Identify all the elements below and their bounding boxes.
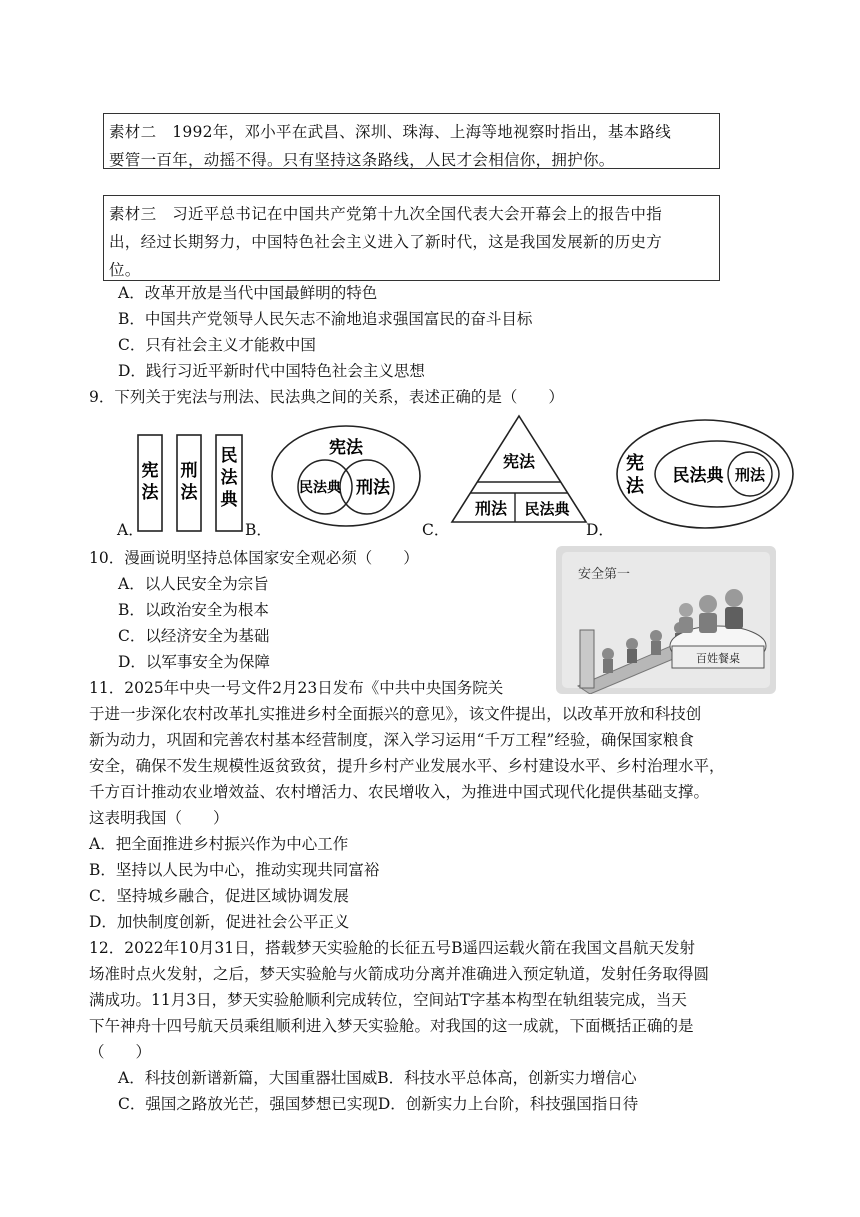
- diagram-a-text: 法: [220, 468, 238, 488]
- diagram-c: [444, 412, 594, 528]
- q8-option-b: B．中国共产党领导人民矢志不渝地追求强国富民的奋斗目标: [118, 310, 533, 328]
- diagram-b-left: 民法典: [299, 480, 341, 496]
- diagram-a-text: 法: [141, 483, 159, 503]
- q11-line: 千方百计推动农业增效益、农村增活力、农民增收入，为推进中国式现代化提供基础支撑。: [89, 783, 710, 801]
- q9-label-d: D．: [586, 521, 614, 539]
- q11-line: 于进一步深化农村改革扎实推进乡村全面振兴的意见》，该文件提出，以改革开放和科技创: [89, 705, 702, 723]
- q9-stem: 9．下列关于宪法与刑法、民法典之间的关系，表述正确的是（ ）: [89, 388, 564, 406]
- q11-option-c: C．坚持城乡融合，促进区域协调发展: [89, 887, 349, 905]
- material-three-line: 位。: [109, 261, 141, 279]
- q11-option-d: D．加快制度创新，促进社会公平正义: [89, 913, 350, 931]
- q9-label-c: C．: [422, 521, 450, 539]
- diagram-a-text: 典: [220, 490, 238, 510]
- diagram-b-top: 宪法: [329, 438, 363, 458]
- q10-stem: 10．漫画说明坚持总体国家安全观必须（ ）: [89, 549, 419, 567]
- q12-option-cd: C．强国之路放光芒，强国梦想已实现D．创新实力上台阶，科技强国指日待: [118, 1095, 639, 1113]
- safety-cartoon: [556, 546, 776, 694]
- q10-option-b: B．以政治安全为根本: [118, 601, 269, 619]
- diagram-c-top: 宪法: [502, 452, 536, 471]
- material-three-line: 出，经过长期努力，中国特色社会主义进入了新时代，这是我国发展新的历史方: [109, 233, 663, 251]
- cartoon-banner: 安全第一: [578, 567, 631, 582]
- material-two-box: [103, 113, 720, 169]
- q8-option-a: A．改革开放是当代中国最鲜明的特色: [118, 284, 378, 302]
- diagram-c-left: 刑法: [474, 499, 508, 518]
- q11-line: 11．2025年中央一号文件2月23日发布《中共中央国务院关: [89, 679, 504, 697]
- q10-option-d: D．以军事安全为保障: [118, 653, 270, 671]
- q10-option-a: A．以人民安全为宗旨: [118, 575, 269, 593]
- diagram-a-text: 法: [180, 483, 198, 503]
- material-two-line: 要管一百年，动摇不得。只有坚持这条路线，人民才会相信你，拥护你。: [109, 151, 615, 169]
- q11-option-b: B．坚持以人民为中心，推动实现共同富裕: [89, 861, 380, 879]
- diagram-d: [612, 416, 802, 532]
- diagram-a-text: 民: [220, 446, 238, 466]
- q10-option-c: C．以经济安全为基础: [118, 627, 270, 645]
- cartoon-table-label: 百姓餐桌: [696, 652, 740, 665]
- material-two-line: 素材二 1992年，邓小平在武昌、深圳、珠海、上海等地视察时指出，基本路线: [109, 123, 672, 141]
- q9-label-b: B．: [245, 521, 272, 539]
- q12-line: 12．2022年10月31日，搭载梦天实验舱的长征五号B遥四运载火箭在我国文昌航天发射: [89, 939, 696, 957]
- material-three-box: [103, 195, 720, 281]
- q11-line: 这表明我国（ ）: [89, 809, 229, 827]
- q12-line: 场准时点火发射，之后，梦天实验舱与火箭成功分离并准确进入预定轨道，发射任务取得圆: [89, 965, 710, 983]
- q11-line: 新为动力，巩固和完善农村基本经营制度，深入学习运用“千万工程”经验，确保国家粮食: [89, 731, 694, 749]
- q8-option-c: C．只有社会主义才能救中国: [118, 336, 316, 354]
- q8-option-d: D．践行习近平新时代中国特色社会主义思想: [118, 362, 425, 380]
- diagram-d-inner: 刑法: [734, 466, 766, 484]
- q11-option-a: A．把全面推进乡村振兴作为中心工作: [89, 835, 349, 853]
- q12-option-ab: A．科技创新谱新篇，大国重器壮国威B．科技水平总体高，创新实力增信心: [118, 1069, 637, 1087]
- q9-label-a: A．: [117, 521, 144, 539]
- q12-line: 下午神舟十四号航天员乘组顺利进入梦天实验舱。对我国的这一成就，下面概括正确的是: [89, 1017, 694, 1035]
- diagram-d-outer: 宪: [626, 453, 644, 474]
- q12-line: 满成功。11月3日，梦天实验舱顺利完成转位，空间站T字基本构型在轨组装完成，当天: [89, 991, 687, 1009]
- diagram-b: [268, 420, 428, 532]
- diagram-b-right: 刑法: [356, 478, 390, 498]
- q11-line: 安全，确保不发生规模性返贫致贫，提升乡村产业发展水平、乡村建设水平、乡村治理水平，: [89, 757, 725, 775]
- diagram-d-outer: 法: [626, 476, 644, 497]
- diagram-c-right: 民法典: [524, 500, 570, 518]
- diagram-d-middle: 民法典: [672, 466, 724, 486]
- q12-line: （ ）: [89, 1043, 152, 1061]
- diagram-a-text: 刑: [180, 461, 198, 481]
- diagram-a-text: 宪: [141, 461, 159, 481]
- diagram-a: [128, 426, 248, 536]
- material-three-line: 素材三 习近平总书记在中国共产党第十九次全国代表大会开幕会上的报告中指: [109, 205, 663, 223]
